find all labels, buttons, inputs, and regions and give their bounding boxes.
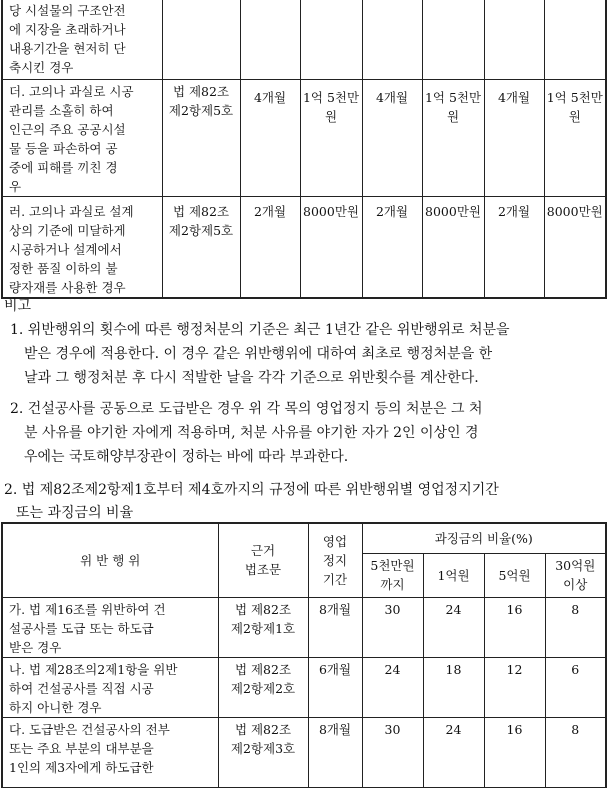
- header-line: 정지: [322, 552, 348, 568]
- value-cell: [544, 0, 606, 80]
- ratio-cell: 8: [545, 717, 606, 787]
- ratio-cell: 12: [484, 657, 545, 717]
- note-line: 2. 건설공사를 공동으로 도급받은 경우 위 각 목의 영업정지 등의 처분은 그 처: [10, 401, 483, 417]
- penalty-ratio-table: [1, 522, 607, 788]
- suspension-period: 8개월: [308, 597, 362, 657]
- table-row: [2, 0, 606, 80]
- violation-cell: [2, 80, 162, 197]
- suspension-period: 4개월: [362, 80, 422, 197]
- basis-line: 제2항제3호: [230, 740, 296, 756]
- ratio-cell: 30: [362, 717, 423, 787]
- header-line: 기간: [322, 571, 348, 587]
- violation-cell: [2, 597, 218, 657]
- suspension-period: 4개월: [240, 80, 300, 197]
- section-title-line: 또는 과징금의 비율: [16, 505, 134, 521]
- violation-line: 1인의 제3자에게 하도급한: [9, 759, 154, 775]
- header-tier: [545, 553, 606, 597]
- basis-cell: [162, 0, 240, 80]
- notes-title: 비고: [4, 298, 32, 314]
- header-line: 영업: [322, 533, 348, 549]
- violation-line: 가. 법 제16조를 위반하여 건: [9, 601, 166, 617]
- violation-line: 더. 고의나 과실로 시공: [9, 84, 134, 99]
- header-line: 까지: [380, 577, 405, 592]
- violation-line: 시공하거나 설계에서: [9, 242, 122, 257]
- basis-line: 법 제82조: [234, 601, 292, 617]
- ratio-cell: 6: [545, 657, 606, 717]
- suspension-period: 2개월: [484, 197, 544, 299]
- violation-line: 설공사를 도급 또는 하도급: [9, 620, 154, 636]
- penalty-amount: 8000만원: [544, 197, 606, 299]
- note-item-2: [10, 397, 600, 469]
- value-cell: [362, 0, 422, 80]
- ratio-cell: 24: [362, 657, 423, 717]
- violation-line: 에 지장을 초래하거나: [9, 22, 126, 37]
- table-row: [2, 197, 606, 299]
- penalty-amount: 8000만원: [422, 197, 484, 299]
- header-line: 5천만원: [370, 558, 415, 573]
- header-penalty-ratio: 과징금의 비율(%): [362, 523, 606, 553]
- header-line: 이상: [563, 577, 588, 592]
- violation-line: 인근의 주요 공공시설: [9, 122, 126, 137]
- header-basis: [218, 523, 308, 597]
- note-line: 1. 위반행위의 횟수에 따른 행정처분의 기준은 최근 1년간 같은 위반행위로 처분을: [10, 322, 510, 338]
- violation-line: 다. 도급받은 건설공사의 전부: [9, 721, 170, 737]
- violation-line: 러. 고의나 과실로 설계: [9, 204, 134, 219]
- basis-line: 법 제82조: [172, 84, 230, 99]
- ratio-cell: 18: [423, 657, 484, 717]
- note-line: 분 사유를 야기한 자에게 적용하며, 처분 사유를 야기한 자가 2인 이상인 경: [24, 425, 479, 441]
- basis-cell: [218, 597, 308, 657]
- header-tier: [423, 553, 484, 597]
- violation-line: 하여 건설공사를 직접 시공: [9, 680, 154, 696]
- violation-line: 물 등을 파손하여 공: [9, 141, 118, 156]
- penalty-amount: 8000만원: [300, 197, 362, 299]
- header-line: 근거: [250, 543, 276, 559]
- violation-line: 나. 법 제28조의2제1항을 위반: [9, 661, 178, 677]
- note-line: 날과 그 행정처분 후 다시 적발한 날을 각각 기준으로 위반횟수를 계산한다.: [24, 370, 479, 386]
- header-suspension: [308, 523, 362, 597]
- ratio-cell: 8: [545, 597, 606, 657]
- suspension-period: 8개월: [308, 717, 362, 787]
- value-cell: [422, 0, 484, 80]
- basis-line: 제2항제2호: [230, 680, 296, 696]
- basis-cell: [162, 197, 240, 299]
- value-cell: [300, 0, 362, 80]
- basis-line: 제2항제5호: [168, 103, 234, 118]
- header-line: 30억원: [555, 558, 596, 573]
- violation-line: 받은 경우: [9, 639, 62, 655]
- basis-line: 법 제82조: [234, 661, 292, 677]
- note-item-1: [10, 318, 600, 390]
- ratio-cell: 16: [484, 717, 545, 787]
- suspension-period: 4개월: [484, 80, 544, 197]
- basis-cell: [162, 80, 240, 197]
- violation-line: 또는 주요 부분의 대부분을: [9, 740, 154, 756]
- violation-line: 당 시설물의 구조안전: [9, 3, 126, 18]
- table-row: [2, 717, 606, 787]
- note-line: 받은 경우에 적용한다. 이 경우 같은 위반행위에 대하여 최초로 행정처분을 한: [24, 346, 493, 362]
- penalty-amount: 1억 5천만원: [300, 80, 362, 197]
- header-row: [2, 523, 606, 553]
- header-line: 5억원: [498, 567, 531, 583]
- ratio-cell: 16: [484, 597, 545, 657]
- violation-line: 관리를 소홀히 하여: [9, 103, 114, 118]
- basis-line: 법 제82조: [234, 721, 292, 737]
- table-row: [2, 80, 606, 197]
- value-cell: [240, 0, 300, 80]
- table-row: [2, 657, 606, 717]
- penalty-amount: 1억 5천만원: [544, 80, 606, 197]
- violation-cell: [2, 717, 218, 787]
- penalty-table-continued: [1, 0, 607, 299]
- note-line: 우에는 국토해양부장관이 정하는 바에 따라 부과한다.: [24, 449, 349, 465]
- suspension-period: 2개월: [362, 197, 422, 299]
- ratio-cell: 24: [423, 717, 484, 787]
- penalty-amount: 1억 5천만원: [422, 80, 484, 197]
- basis-line: 법 제82조: [172, 204, 230, 219]
- basis-cell: [218, 657, 308, 717]
- violation-line: 하지 아니한 경우: [9, 699, 102, 715]
- violation-cell: [2, 0, 162, 80]
- header-tier: [484, 553, 545, 597]
- suspension-period: 6개월: [308, 657, 362, 717]
- suspension-period: 2개월: [240, 197, 300, 299]
- header-tier: [362, 553, 423, 597]
- violation-line: 내용기간을 현저히 단: [9, 41, 126, 56]
- section-title-line: 2. 법 제82조제2항제1호부터 제4호까지의 규정에 따른 위반행위별 영업정지기간: [4, 482, 499, 498]
- basis-cell: [218, 717, 308, 787]
- violation-line: 축시킨 경우: [9, 60, 74, 75]
- violation-line: 상의 기준에 미달하게: [9, 223, 126, 238]
- table-row: [2, 597, 606, 657]
- violation-line: 우: [9, 179, 22, 194]
- basis-line: 제2항제1호: [230, 620, 296, 636]
- violation-line: 정한 품질 이하의 불: [9, 261, 118, 276]
- violation-line: 량자재를 사용한 경우: [9, 280, 126, 295]
- violation-cell: [2, 197, 162, 299]
- section-2-title: [4, 479, 604, 525]
- violation-cell: [2, 657, 218, 717]
- violation-line: 중에 피해를 끼친 경: [9, 160, 118, 175]
- ratio-cell: 30: [362, 597, 423, 657]
- header-line: 법조문: [244, 562, 282, 578]
- basis-line: 제2항제5호: [168, 223, 234, 238]
- value-cell: [484, 0, 544, 80]
- header-line: 1억원: [437, 567, 470, 583]
- ratio-cell: 24: [423, 597, 484, 657]
- header-violation: 위 반 행 위: [2, 523, 218, 597]
